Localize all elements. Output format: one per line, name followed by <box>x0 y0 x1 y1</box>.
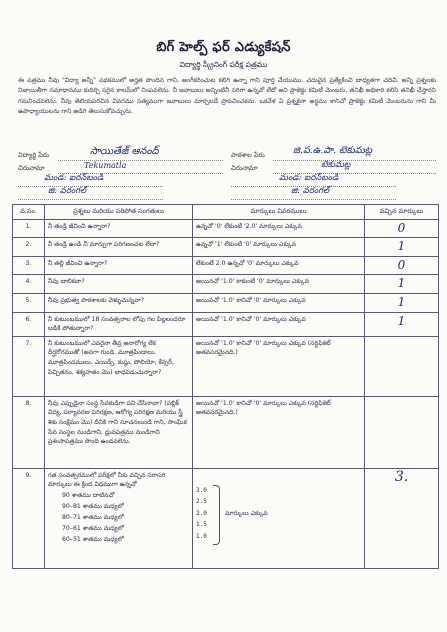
student-name-label: విద్యార్థి పేరు <box>18 151 50 159</box>
school-name-label: పాఠశాల పేరు <box>231 151 265 159</box>
row-marks: లేకుంటే 2.0 ఉన్నచో '0' మార్కులు ఎక్కువ <box>193 256 365 275</box>
table-row <box>13 275 439 294</box>
list-item: 60–51 శాతము మధ్యలో <box>62 535 124 543</box>
header-question: ప్రశ్నలు మరియు పరిపోత సంగతులు <box>45 205 193 220</box>
row-marks: అయినచో '1.0' కానిచో '0' మార్కులు ఎక్కువ (సర్టిఫికెట్ అతవసరమైనది.) <box>193 336 365 396</box>
row-marks: అయినచో '1.0' కానిచో '0' మార్కులు ఎక్కువ <box>193 312 365 336</box>
grade-mark: 3.0 <box>196 486 207 494</box>
row-question: నీ తల్లి జీవించి ఉన్నారా? <box>45 256 193 275</box>
row-sno: 9. <box>13 468 45 568</box>
obtained-mark: 1 <box>397 276 406 291</box>
row-marks: అయినచో '1.0' కాకుంటే '0' మార్కులు ఎక్కువ <box>193 275 365 294</box>
obtained-mark: 1 <box>397 294 406 309</box>
grade-list <box>48 490 189 545</box>
screening-table <box>12 204 439 569</box>
student-name-value: సాయితేజ్ ఆనంద్ <box>90 146 159 157</box>
row-sno: 5. <box>13 293 45 312</box>
table-row <box>13 219 439 238</box>
student-details <box>18 145 436 202</box>
row-obtained <box>365 256 439 275</box>
grade-marks-values <box>196 485 207 543</box>
row-marks: అయినచో '1.0' కానిచో '0' మార్కులు ఎక్కువ (సర్టిఫికెట్ అతవసరమైనది.) <box>193 396 365 468</box>
instructions-paragraph: ఈ పత్రము నీవు "విద్యా అన్నీ" పథకములో అర్హత పొందిన గాని, అంగీకరించుట కలిగి ఉన్నా గాని పూర్తి చేయుము, చదువైన ప్రత్యేకించి బాధ్యతగా చదివి. అన్ని ప్రశ్నలకు నిజాయితీగా సమాధానము కుదిర్చి సరైన కాలమ్‌లో నింపవలెను. నీ జవాబులు అన్నింటినీ సరిగా ఉన్నవో లేదో అని ప్రాజెక్టు కమిటీ మెంబరు, తనిఖీ అధికారి కలిసి తనిఖీ చేస్తారని గమనించవలెను. నీవు తెలియపరచిన వివరము సత్యముగా జవాబులు మార్చబడే ప్రావచించకను. ఒకవేళ ఏ ప్రశ్నకైనా అర్థము కానిచో ప్రాజెక్టు కమిటీ మెంబరును గాని మీ ఉపాధ్యాయులను గాని అడిగి తెలుసుకోవచ్చును. <box>18 77 436 115</box>
row-marks: ఉన్నచో '1' లేకుంటే '0' మార్కులు ఎక్కువ <box>193 238 365 257</box>
table-row <box>13 336 439 396</box>
school-address-label: చిరునామా <box>231 164 258 172</box>
school-name-value: జి.ప.ఉ.పా. టెకుమట్ల <box>293 145 373 156</box>
table-row <box>13 238 439 257</box>
row-sno: 2. <box>13 238 45 257</box>
school-address-value: టెకుమట్ల <box>321 160 351 170</box>
student-district-value: జి: వరంగల్ <box>48 186 87 196</box>
header-sno: వ.సం. <box>13 205 45 220</box>
row-question: నీవు ఎప్పుడైనా సంస్థ సేవకుడిగా పని చేసినావా? (పబ్లిక్ విద్య, పర్యావరణ పరిరక్షణ, ఆరోగ్య పరిరక్షణ మరియు స్త్రీ శిశు సంక్షేమం మొ) దీనికి గాని సూచనలుండి గాని, సాంఘిక సేవ సంస్థల నుండిగాని, ధ్రువపత్రము నుండిగాని ప్రశంసాపత్రము పొంది ఉండవలెను. <box>45 396 193 468</box>
row-sno: 1. <box>13 219 45 238</box>
row-sno: 4. <box>13 275 45 294</box>
row-question: నీ కుటుంబములో ఎవరైనా తీవ్ర అనారోగ్య లేక దీర్ఘరోగముతో (అనగా గుండె, మూత్రపిండాలు, మూత్రపిండములు, ఎయిడ్స్, కుష్ఠు, పోలియో, కేన్సర్, పిచ్చితనం, శక్యహతం మొ) బాధపడుచున్నారా? <box>45 336 193 396</box>
grade-mark: 1.5 <box>196 521 207 529</box>
grade-marks-box <box>196 471 361 549</box>
list-item: 90 శాతము దాటినచో <box>62 491 115 499</box>
row-question: గత సంవత్సరములో పరీక్షలో నీకు వచ్చిన సరాసరి మార్కులు ఈ క్రింద విధముగా ఉన్నచో <box>48 471 166 489</box>
row-marks: అయినచో '1.0' కానిచో '0' మార్కులు ఎక్కువ <box>193 293 365 312</box>
page-subtitle: విద్యార్థి స్క్రీనింగ్ పరీక్ష పత్రము <box>179 60 268 69</box>
student-mandal-value: మండ: ఐరన్‌బండి <box>44 173 104 183</box>
obtained-mark: 0 <box>397 220 406 235</box>
row-obtained <box>365 275 439 294</box>
row-question-grades <box>45 468 193 568</box>
page-title: బిగ్ హెల్ప్ ఫర్ ఎడ్యుకేషన్ <box>156 40 291 55</box>
row-question: నీవు ప్రభుత్వ పాఠశాలకు వెళ్ళుచున్నవా? <box>45 293 193 312</box>
row-question: నీ కుటుంబములో 18 సంవత్సరాల లోపు గల పిల్లలందరూ బడికి పోతున్నారా? <box>45 312 193 336</box>
school-details-right <box>231 145 436 201</box>
grade-marks-label: మార్కులు ఎక్కువ <box>225 509 268 517</box>
row-question: నీ తండ్రి జీవించి ఉన్నారా? <box>45 219 193 238</box>
brace-shape <box>213 485 220 545</box>
row-obtained <box>365 219 439 238</box>
row-obtained <box>365 336 439 396</box>
list-item: 70–61 శాతము మధ్యలో <box>62 524 124 532</box>
obtained-mark: 1 <box>397 239 406 254</box>
list-item: 80–71 శాతము మధ్యలో <box>62 513 124 521</box>
student-address-label: చిరునామా <box>18 164 45 172</box>
row-marks: ఉన్నచో '0' లేకుంటే '2.0' మార్కులు ఎక్కువ <box>193 219 365 238</box>
table-row <box>13 293 439 312</box>
row-marks-grades <box>193 468 365 568</box>
row-sno: 7. <box>13 336 45 396</box>
grade-mark: 2.5 <box>196 498 207 506</box>
obtained-mark: 3. <box>394 468 409 485</box>
table-row <box>13 312 439 336</box>
row-sno: 3. <box>13 256 45 275</box>
student-address-value: Tekumatla <box>84 161 127 170</box>
row-obtained <box>365 293 439 312</box>
row-obtained <box>365 312 439 336</box>
school-district-value: జి: వరంగల్ <box>291 186 330 196</box>
table-header-row <box>13 205 439 220</box>
row-sno: 8. <box>13 396 45 468</box>
header-marks: మార్కులు వివరములు <box>193 205 365 220</box>
row-question: నీవు బాలికవా? <box>45 275 193 294</box>
row-obtained <box>365 396 439 468</box>
table-row <box>13 468 439 568</box>
obtained-mark: 0 <box>397 257 406 272</box>
student-details-left <box>18 146 223 201</box>
row-obtained <box>365 468 439 568</box>
school-mandal-value: మండ: ఐరన్‌బండి <box>279 173 339 183</box>
table-row <box>13 256 439 275</box>
grade-mark: 1.0 <box>196 532 207 540</box>
obtained-mark: 1 <box>397 313 406 328</box>
row-obtained <box>365 238 439 257</box>
row-question: నీ తండ్రి ఉండి నీ మార్పుగా పరిగణంచట లేదా? <box>45 238 193 257</box>
grade-mark: 2.0 <box>196 509 207 517</box>
row-sno: 6. <box>13 312 45 336</box>
table-row <box>13 396 439 468</box>
header-obtained: వచ్చిన మార్కులు <box>365 205 439 220</box>
list-item: 90–81 శాతము మధ్యలో <box>62 502 124 510</box>
